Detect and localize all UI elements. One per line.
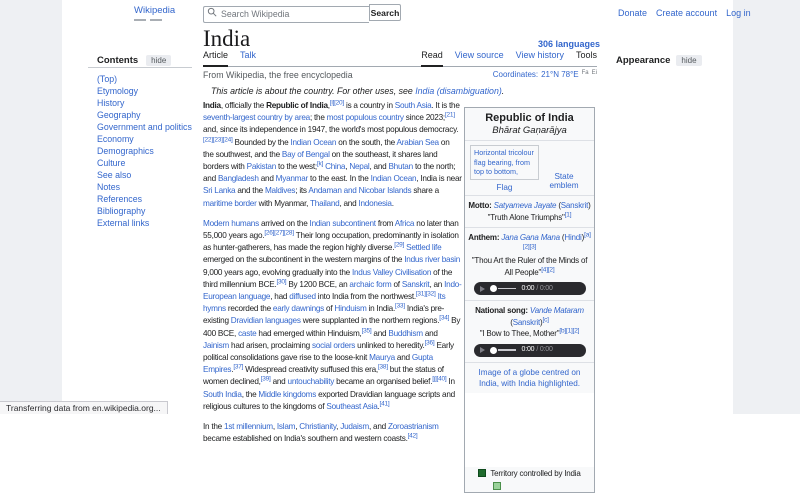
coordinates-mini-icon-1[interactable]: Fa xyxy=(581,70,589,76)
text-segment: India's pre-existing xyxy=(203,304,445,326)
audio-duration: / 0:00 xyxy=(536,284,553,292)
right-gutter xyxy=(733,0,800,414)
seek-track[interactable] xyxy=(498,349,516,351)
song-line xyxy=(468,305,591,328)
text-segment: and xyxy=(270,377,288,387)
search-bar xyxy=(203,4,401,23)
wikipedia-logo[interactable] xyxy=(134,5,175,21)
inline-link[interactable]: Africa xyxy=(394,218,415,228)
text-segment: and xyxy=(258,174,276,184)
tab-talk[interactable]: Talk xyxy=(240,50,257,60)
inline-link[interactable]: maritime border xyxy=(203,198,257,208)
contents-hide-button[interactable]: hide xyxy=(146,55,171,66)
text-segment: , xyxy=(327,101,330,110)
text-segment: of xyxy=(391,279,402,289)
article-paragraph xyxy=(203,421,462,445)
text-segment: ( xyxy=(510,317,513,327)
toc-item[interactable]: Government and politics xyxy=(97,122,192,132)
inline-link[interactable]: diffused xyxy=(289,292,316,302)
seek-knob[interactable] xyxy=(490,347,497,354)
text-segment: ; its xyxy=(295,186,309,196)
motto-translation xyxy=(468,212,591,224)
inline-link[interactable]: Jainism xyxy=(203,340,230,350)
infobox-national-song xyxy=(465,300,594,362)
reference-link[interactable]: [21] xyxy=(444,111,455,119)
appearance-header xyxy=(616,55,702,66)
infobox-flag-row xyxy=(465,140,594,195)
toc-item[interactable]: See also xyxy=(97,170,132,180)
map-image-alt[interactable]: Image of a globe centred on India, with India highlighted. xyxy=(478,367,581,388)
text-segment: no later than 55,000 years ago. xyxy=(203,218,459,241)
text-segment: , an xyxy=(429,279,445,289)
text-segment: had arisen, proclaiming xyxy=(229,340,312,350)
inline-link[interactable]: Indian subcontinent xyxy=(309,218,376,228)
motto-line xyxy=(468,200,591,212)
text-segment: 9,000 years ago, evolving gradually into the xyxy=(203,267,352,277)
text-segment: to the east. In the xyxy=(308,174,371,184)
text-segment: on the southeast, it shares land borders with xyxy=(203,149,438,172)
toc-item[interactable]: History xyxy=(97,98,125,108)
text-segment: By 1200 BCE, an xyxy=(286,279,350,289)
inline-link[interactable]: Indian Ocean xyxy=(370,174,417,184)
inline-link[interactable]: Hinduism xyxy=(334,304,367,314)
text-segment: emerged on the subcontinent in the western margins of the xyxy=(203,255,405,265)
wikipedia-tagline xyxy=(134,19,175,21)
inline-link[interactable]: Indian Ocean xyxy=(290,137,337,147)
inline-link[interactable]: Its hymns xyxy=(203,292,446,314)
text-segment: became established on India's southern and western coasts. xyxy=(203,434,408,444)
inline-link[interactable]: untouchability xyxy=(287,377,335,387)
inline-link[interactable]: early dawnings xyxy=(272,304,325,314)
inline-link[interactable]: Indus river basin xyxy=(404,255,461,265)
text-segment: with Myanmar, xyxy=(256,198,311,208)
reference-link[interactable]: [29] xyxy=(394,241,405,249)
toc-item[interactable]: Notes xyxy=(97,182,120,192)
tab-read[interactable]: Read xyxy=(421,50,443,67)
text-segment: in India. xyxy=(366,304,396,314)
reference-link[interactable]: [36] xyxy=(424,339,435,347)
inline-link[interactable]: Arabian Sea xyxy=(396,137,439,147)
sidebar-divider xyxy=(88,67,192,68)
text-segment: , India is near xyxy=(416,174,462,184)
inline-link[interactable]: Sanskrit xyxy=(401,279,430,289)
reference-link[interactable]: [4][2] xyxy=(541,266,555,273)
text-segment: Early political consolidations gave rise to the loose-knit xyxy=(203,340,454,363)
seek-knob[interactable] xyxy=(490,285,497,292)
page-title: India xyxy=(203,26,251,51)
text-segment: became an organised belief. xyxy=(334,377,433,387)
text-segment: "Thou Art the Ruler of the Minds of All People" xyxy=(471,256,588,277)
inline-link[interactable]: Gupta Empires xyxy=(203,353,433,375)
legend-label: Territory controlled by India xyxy=(490,468,581,478)
text-segment: , xyxy=(345,162,350,172)
user-links xyxy=(618,8,751,18)
inline-link[interactable]: Sri Lanka xyxy=(203,186,236,196)
inline-link[interactable]: Satyameva Jayate xyxy=(493,201,557,211)
inline-link[interactable]: seventh-largest country by area xyxy=(203,113,310,123)
map-legend-row xyxy=(465,480,594,492)
inline-link[interactable]: Maurya xyxy=(369,353,395,363)
reference-link[interactable]: [1] xyxy=(564,211,572,218)
inline-link[interactable]: most populous country xyxy=(326,113,404,123)
toc-item[interactable]: Economy xyxy=(97,134,134,144)
reference-link[interactable]: [k] xyxy=(316,160,324,168)
infobox-country xyxy=(464,107,595,493)
text-segment: India xyxy=(203,101,221,110)
contents-list xyxy=(97,73,197,229)
inline-link[interactable]: Dravidian languages xyxy=(230,316,301,326)
text-segment: into India from the northwest. xyxy=(315,292,416,302)
infobox-title: Republic of India xyxy=(485,112,574,124)
reference-link[interactable]: [22][23][24] xyxy=(203,135,233,143)
text-segment: , and xyxy=(369,162,389,172)
inline-link[interactable]: Nepal xyxy=(349,162,370,172)
infobox-anthem xyxy=(465,227,594,300)
appearance-title: Appearance xyxy=(616,55,671,66)
text-segment: and, since its independence in 1947, the world's most populous democracy. xyxy=(203,125,459,135)
toc-item[interactable]: (Top) xyxy=(97,74,118,84)
appearance-hide-button[interactable]: hide xyxy=(676,55,701,66)
text-segment: . xyxy=(377,401,380,411)
reference-link[interactable]: [26][27][28] xyxy=(264,229,294,237)
inline-link[interactable]: Bay of Bengal xyxy=(281,149,330,159)
inline-link[interactable]: Indonesia xyxy=(358,198,392,208)
reference-link[interactable]: [35] xyxy=(361,326,372,334)
text-segment: , and xyxy=(339,198,359,208)
anthem-line xyxy=(468,232,591,255)
text-segment: to the north; and xyxy=(203,162,456,184)
reference-link[interactable]: [b][1][2] xyxy=(559,327,580,335)
toc-item[interactable]: External links xyxy=(97,218,150,228)
inline-link[interactable]: Modern humans xyxy=(203,218,259,228)
text-segment: In xyxy=(446,377,455,387)
song-translation xyxy=(468,328,591,340)
contents-header xyxy=(97,55,171,66)
reference-link[interactable]: [42] xyxy=(407,432,418,440)
tab-article[interactable]: Article xyxy=(203,50,228,67)
text-segment: and the xyxy=(235,186,265,196)
inline-link[interactable]: Settled life xyxy=(406,243,442,253)
log-in-link[interactable]: Log in xyxy=(726,8,751,18)
text-segment: ; the xyxy=(309,113,327,123)
text-segment: , had xyxy=(270,292,290,302)
infobox-native-name: Bhārat Gaṇarājya xyxy=(492,125,567,136)
reference-link[interactable]: [c] xyxy=(542,316,549,323)
inline-link[interactable]: Middle kingdoms xyxy=(258,389,317,399)
reference-link[interactable]: [39] xyxy=(260,375,271,383)
search-input[interactable] xyxy=(203,6,369,23)
inline-link[interactable]: Jana Gana Mana xyxy=(501,233,560,243)
inline-link[interactable]: Indo-European language xyxy=(203,279,462,302)
hatnote xyxy=(211,86,504,96)
left-gutter xyxy=(0,0,62,414)
tab-view-source[interactable]: View source xyxy=(454,50,504,60)
inline-link[interactable]: Southeast Asia xyxy=(326,401,378,411)
text-segment: "Truth Alone Triumphs" xyxy=(487,212,565,222)
coordinates-mini-icon-2[interactable]: Ei xyxy=(591,70,597,76)
wikipedia-logo-text[interactable]: Wikipedia xyxy=(134,5,176,16)
article-paragraph xyxy=(203,218,462,413)
inline-link[interactable]: social orders xyxy=(311,340,356,350)
text-segment: Anthem: xyxy=(468,233,502,243)
toc-item[interactable]: Bibliography xyxy=(97,206,146,216)
text-segment: , and xyxy=(368,422,388,432)
text-segment: of the third millennium BCE. xyxy=(203,267,453,289)
text-segment: had emerged within Hinduism, xyxy=(256,328,362,338)
reference-link[interactable]: [38] xyxy=(377,363,388,371)
text-segment: of xyxy=(324,304,335,314)
search-icon xyxy=(207,7,217,17)
text-segment: Republic of India xyxy=(266,101,328,110)
audio-current-time: 0:00 xyxy=(521,284,535,292)
tab-view-history[interactable]: View history xyxy=(515,50,564,60)
anthem-translation xyxy=(468,255,591,278)
tab-bar xyxy=(203,50,597,67)
inline-link[interactable]: Pakistan xyxy=(246,162,277,172)
text-segment: and xyxy=(394,353,412,363)
reference-link[interactable]: [34] xyxy=(439,314,450,322)
text-segment: ) xyxy=(581,233,585,243)
inline-link[interactable]: Judaism xyxy=(340,422,369,432)
toc-item[interactable]: Culture xyxy=(97,158,126,168)
flag-caption-link[interactable]: Flag xyxy=(496,183,513,193)
audio-player-anthem[interactable] xyxy=(474,282,586,295)
reference-link[interactable]: [41] xyxy=(379,400,390,408)
inline-link[interactable]: Indus Valley Civilisation xyxy=(351,267,432,277)
inline-link[interactable]: Bhutan xyxy=(388,162,413,172)
coordinates-value[interactable]: 21°N 78°E xyxy=(541,70,579,79)
audio-current-time: 0:00 xyxy=(521,346,535,354)
text-segment: . xyxy=(391,198,394,208)
inline-link[interactable]: Maldives xyxy=(264,186,296,196)
inline-link[interactable]: Andaman and Nicobar Islands xyxy=(308,186,412,196)
text-segment: . xyxy=(231,365,234,375)
play-icon[interactable] xyxy=(480,286,485,292)
languages-button[interactable]: 306 languages xyxy=(538,39,601,49)
text-segment: Widespread creativity suffused this era, xyxy=(243,365,378,375)
inline-link[interactable]: caste xyxy=(238,328,257,338)
inline-link[interactable]: South Asia xyxy=(394,101,432,110)
site-subtitle: From Wikipedia, the free encyclopedia xyxy=(203,70,353,80)
text-segment: By 400 BCE, xyxy=(203,316,461,338)
inline-link[interactable]: China xyxy=(325,162,346,172)
text-segment: unlinked to heredity. xyxy=(355,340,425,350)
toc-item[interactable]: References xyxy=(97,194,142,204)
text-segment: , xyxy=(272,422,277,432)
inline-link[interactable]: Myanmar xyxy=(275,174,309,184)
inline-link[interactable]: South India xyxy=(203,389,242,399)
legend-swatch-claimed xyxy=(493,482,501,490)
audio-player-song[interactable] xyxy=(474,344,586,357)
inline-link[interactable]: archaic form xyxy=(349,279,392,289)
inline-link[interactable]: 1st millennium xyxy=(224,422,273,432)
flag-cell xyxy=(470,145,539,192)
text-segment: ) xyxy=(540,317,543,327)
search-button[interactable]: Search xyxy=(369,4,401,21)
toc-item[interactable]: Etymology xyxy=(97,86,139,96)
reference-link[interactable]: [30] xyxy=(276,278,287,286)
text-segment: . It is the xyxy=(431,101,460,110)
text-segment: Bounded by the xyxy=(232,137,291,147)
map-legend-row xyxy=(465,467,594,480)
text-segment: . xyxy=(501,86,505,96)
seek-track[interactable] xyxy=(498,288,516,290)
text-segment: , the xyxy=(241,389,259,399)
article-body xyxy=(203,100,462,453)
reference-link[interactable]: [j][40] xyxy=(432,375,447,383)
inline-link[interactable]: Vande Mataram xyxy=(529,306,584,316)
text-segment: arrived on the xyxy=(258,218,310,228)
coordinates xyxy=(493,70,597,79)
reference-link[interactable]: [a][2][3] xyxy=(522,231,591,250)
legend-swatch-controlled xyxy=(478,469,486,477)
inline-link[interactable]: Zoroastrianism xyxy=(387,422,439,432)
inline-link[interactable]: Buddhism xyxy=(388,328,423,338)
inline-link[interactable]: Hindi xyxy=(564,233,582,243)
text-segment: "I Bow to Thee, Mother" xyxy=(479,329,560,339)
text-segment: on the south, the xyxy=(336,137,397,147)
tab-tools[interactable]: Tools xyxy=(575,50,597,60)
reference-link[interactable]: [i][20] xyxy=(329,99,344,107)
inline-link[interactable]: Sanskrit xyxy=(512,317,541,327)
text-segment: to the west; xyxy=(276,162,317,172)
toc-item[interactable]: Demographics xyxy=(97,146,154,156)
text-segment: , xyxy=(336,422,341,432)
infobox-map-section xyxy=(465,362,594,492)
text-segment: from xyxy=(375,218,395,228)
text-segment: This article is about the country. For other uses, see xyxy=(211,86,416,96)
audio-duration: / 0:00 xyxy=(536,346,553,354)
donate-link[interactable]: Donate xyxy=(618,8,648,18)
inline-link[interactable]: India (disambiguation) xyxy=(415,86,502,96)
reference-link[interactable]: [33] xyxy=(395,302,405,310)
text-segment: ( xyxy=(559,233,565,243)
flag-image-alt[interactable]: Horizontal tricolour flag bearing, from top to bottom, xyxy=(470,145,539,180)
reference-link[interactable]: [31][32] xyxy=(415,290,436,298)
text-segment: is a country in xyxy=(343,101,395,110)
inline-link[interactable]: Bangladesh xyxy=(217,174,259,184)
state-emblem-link[interactable]: State emblem xyxy=(549,172,579,191)
text-segment: In the xyxy=(203,422,225,432)
text-segment: , officially the xyxy=(220,101,267,110)
text-segment: and xyxy=(422,328,438,338)
create-account-link[interactable]: Create account xyxy=(656,8,718,18)
text-segment: ( xyxy=(556,201,561,211)
text-segment: since 2023; xyxy=(403,113,445,123)
text-segment: Their long occupation, predominantly in isolation as hunter-gatherers, has made the region highly diverse. xyxy=(203,231,459,253)
text-segment: were supplanted in the northern regions. xyxy=(300,316,440,326)
text-segment: exported Dravidian language scripts and religious cultures to the kingdoms of xyxy=(203,389,455,411)
text-segment: on the southwest, and the xyxy=(203,137,450,159)
text-segment: ) xyxy=(588,201,591,211)
inline-link[interactable]: Islam xyxy=(276,422,296,432)
coordinates-label[interactable]: Coordinates: xyxy=(492,70,539,79)
play-icon[interactable] xyxy=(480,347,485,353)
inline-link[interactable]: Christianity xyxy=(299,422,337,432)
browser-status-bar: Transferring data from en.wikipedia.org... xyxy=(0,401,168,414)
text-segment: Motto: xyxy=(468,201,494,211)
infobox-motto xyxy=(465,195,594,227)
text-segment: , xyxy=(295,422,300,432)
inline-link[interactable]: Thailand xyxy=(310,198,340,208)
toc-item[interactable]: Geography xyxy=(97,110,141,120)
text-segment: recorded the xyxy=(225,304,273,314)
text-segment: but the status of women declined, xyxy=(203,365,444,387)
reference-link[interactable]: [37] xyxy=(233,363,244,371)
article-paragraph xyxy=(203,100,462,210)
map-image-placeholder xyxy=(465,393,594,467)
text-segment: share a xyxy=(411,186,439,196)
text-segment: National song: xyxy=(475,306,530,316)
text-segment: and xyxy=(371,328,389,338)
inline-link[interactable]: Sanskrit xyxy=(560,201,589,211)
contents-title: Contents xyxy=(97,55,139,66)
